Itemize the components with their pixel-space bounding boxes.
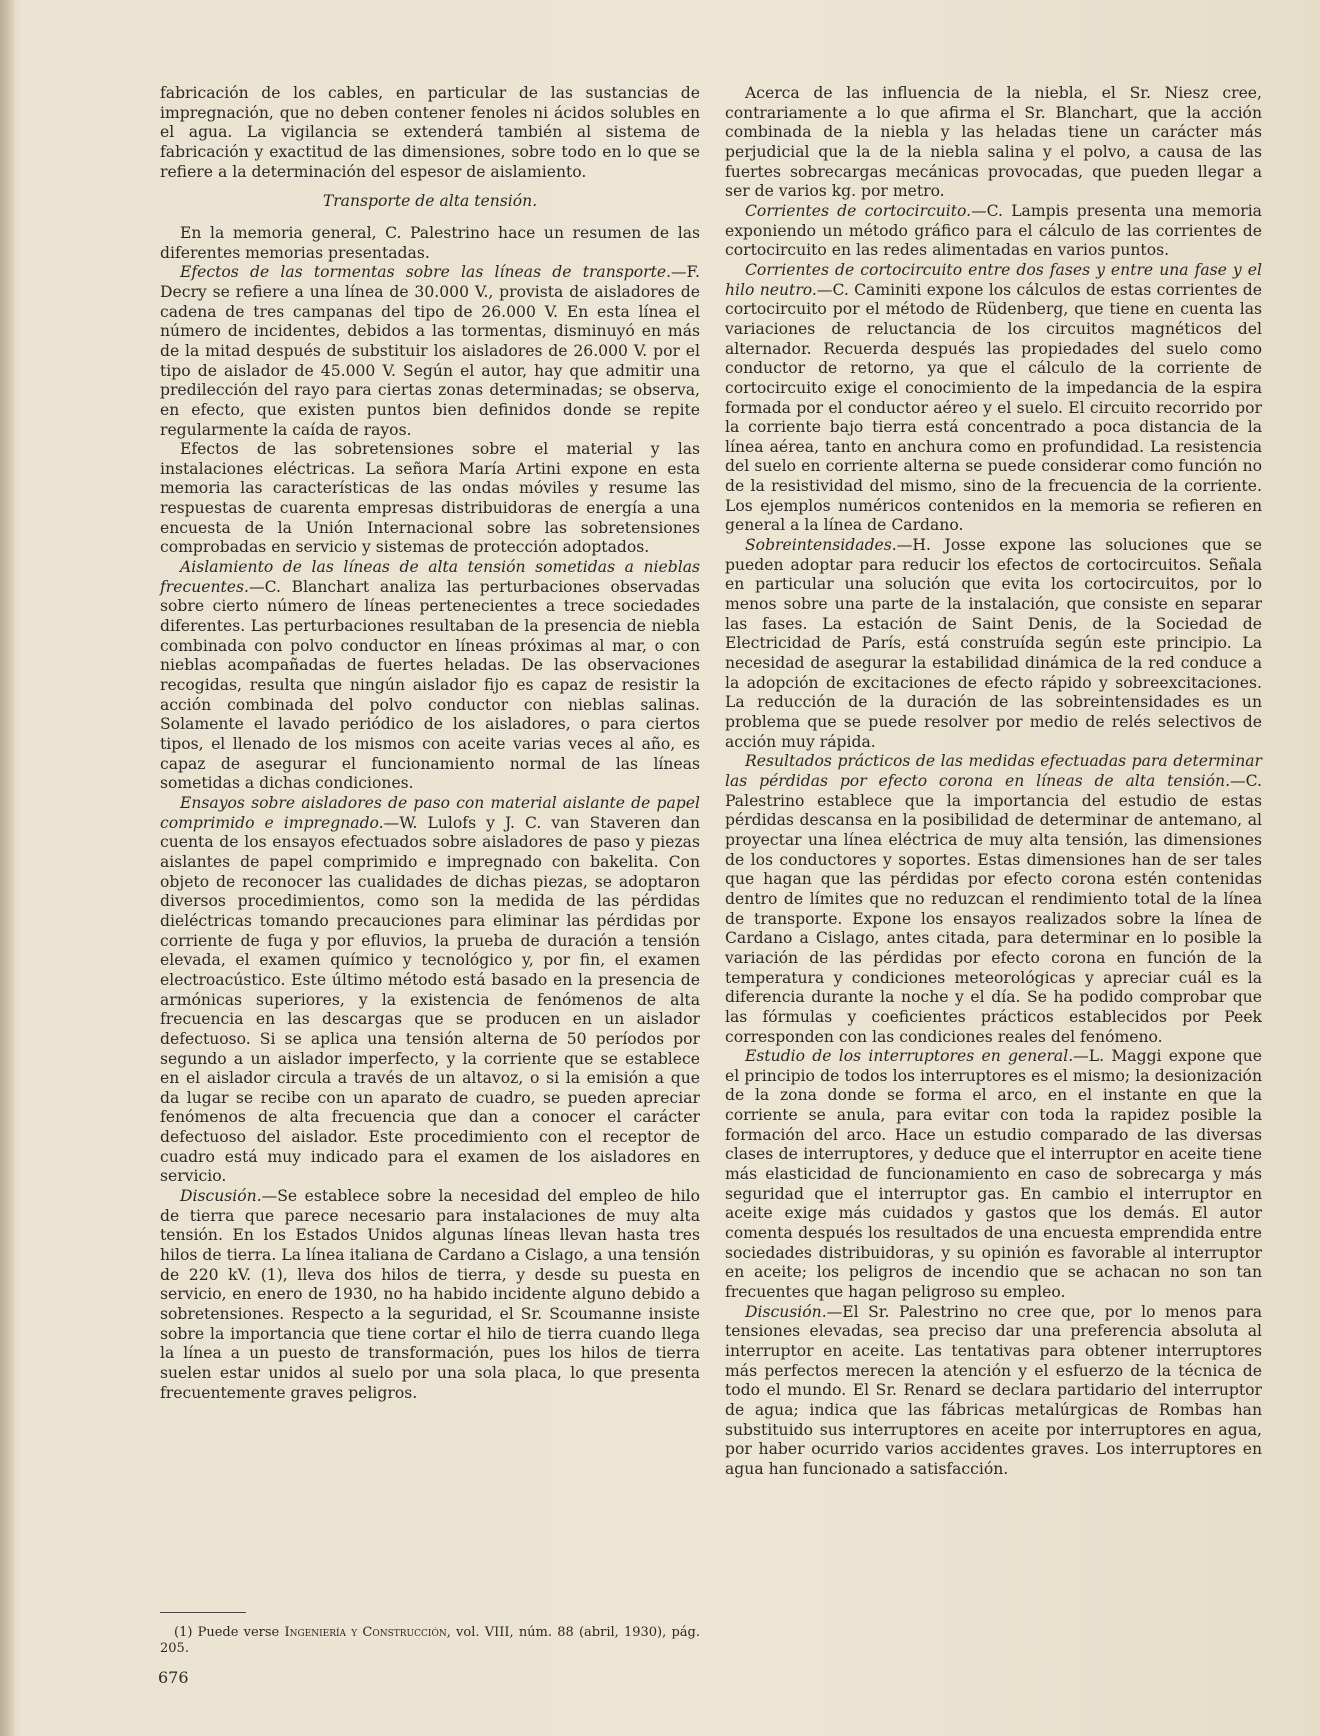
paragraph-body: —L. Maggi expone que el principio de todos los interruptores es el mismo; la desionización de la zona donde se forma el arco, en el instante en que la corriente se anula, para evitar con toda la rapidez posible la formación del arco. Hace un estudio comparado de las diversas clases de interruptores, y deduce que el interruptor en aceite tiene más elasticidad de funcionamiento en caso de sobrecarga y más seguridad que el interruptor gas. En cambio el interruptor en aceite exige más cuidados y gastos que los demás. El autor comenta después los resultados de una encuesta emprendida entre sociedades distribuidoras, y su opinión es favorable al interruptor en aceite; los peligros de incendio que se achacan no son tan frecuentes que hagan peligroso su empleo. (725, 1047, 1262, 1302)
paragraph (160, 558, 700, 794)
paragraph (160, 794, 700, 1187)
paragraph-body: —C. Palestrino establece que la importancia del estudio de estas pérdidas descansa en la posibilidad de determinar de antemano, al proyectar una línea eléctrica de muy alta tensión, las dimensiones de los conductores y soportes. Estas dimensiones han de ser tales que hagan que las pérdidas por efecto corona estén contenidas dentro de límites que no reduzcan el rendimiento total de la línea de transporte. Expone los ensayos realizados sobre la línea de Cardano a Cislago, antes citada, para determinar en lo posible la variación de las pérdidas por efecto corona en función de la temperatura y condiciones meteorológicas y apreciar cuál es la diferencia durante la noche y el día. Se ha podido comprobar que las fórmulas y coeficientes prácticos establecidos por Peek corresponden con las condiciones reales del fenómeno. (725, 771, 1262, 1046)
paragraph: Acerca de las influencia de la niebla, el Sr. Niesz cree, contrariamente a lo que afirma el Sr. Blanchart, que la acción combinada de la niebla y las heladas tiene un carácter más perjudicial que la de la niebla salina y el polvo, a causa de las fuertes sobrecargas mecánicas provocadas, que pueden llegar a ser de varios kg. por metro. (725, 84, 1262, 201)
paragraph (725, 261, 1262, 536)
paragraph-body: —F. Decry se refiere a una línea de 30.000 V., provista de aisladores de cadena de tres campanas del tipo de 26.000 V. En esta línea el número de incidentes, debidos a las tormentas, disminuyó en más de la mitad después de substituir los aisladores de 26.000 V. por el tipo de aislador de 45.000 V. Según el autor, hay que admitir una predilección del rayo para ciertas zonas determinadas; se observa, en efecto, que existen puntos bien definidos donde se repite regularmente la caída de rayos. (160, 263, 700, 439)
paragraph: fabricación de los cables, en particular de las sustancias de impregnación, que no deben contener fenoles ni ácidos solubles en el agua. La vigilancia se extenderá también al sistema de fabricación y exactitud de las dimensiones, sobre todo en lo que se refiere a la determinación del espesor de aislamiento. (160, 84, 700, 181)
footnote-lead: (1) Puede verse (174, 1625, 285, 1640)
subsection-title: Ensayos sobre aisladores de paso con material aislante de papel comprimido e impregnado. (160, 793, 700, 832)
paragraph (725, 202, 1262, 261)
subsection-title: Resultados prácticos de las medidas efectuadas para determinar las pérdidas por efecto corona en líneas de alta tensión. (725, 752, 1262, 790)
paragraph-body: —H. Josse expone las soluciones que se pueden adoptar para reducir los efectos de cortocircuitos. Señala en particular una solución que evita los cortocircuitos, por lo menos sobre una parte de la instalación, que consiste en separar las fases. La estación de Saint Denis, de la Sociedad de Electricidad de París, está construída según este principio. La necesidad de asegurar la estabilidad dinámica de la red conduce a la adopción de excitaciones de efecto rápido y sobreexcitaciones. La reducción de la duración de las sobreintensidades es un problema que se puede resolver por medio de relés selectivos de acción muy rápida. (725, 536, 1262, 751)
paragraph: En la memoria general, C. Palestrino hace un resumen de las diferentes memorias presentadas. (160, 223, 700, 262)
paragraph (160, 1187, 700, 1403)
subsection-title: Corrientes de cortocircuito. (745, 201, 972, 220)
left-column (160, 84, 700, 1403)
subsection-title: Corrientes de cortocircuito entre dos fases y entre una fase y el hilo neutro. (725, 260, 1262, 299)
subsection-title: Discusión. (180, 1187, 262, 1206)
paragraph-body: —El Sr. Palestrino no cree que, por lo menos para tensiones elevadas, sea preciso dar una preferencia absoluta al interruptor en aceite. Las tentativas para obtener interruptores más perfectos merecen la atención y el esfuerzo de la técnica de todo el mundo. El Sr. Renard se declara partidario del interruptor de agua; indica que las fábricas metalúrgicas de Rombas han substituido sus interruptores en aceite por interruptores en agua, por haber ocurrido varios accidentes graves. Los interruptores en agua han funcionado a satisfacción. (725, 1302, 1262, 1478)
paragraph (725, 1303, 1262, 1480)
paragraph-body: —C. Caminiti expone los cálculos de estas corrientes de cortocircuito por el método de Rüdenberg, que tiene en cuenta las variaciones de reluctancia de los circuitos magnéticos del alternador. Recuerda después las propiedades del suelo como conductor de retorno, ya que el cálculo de la corriente de cortocircuito exige el conocimiento de la impedancia de la espira formada por el conductor aéreo y el suelo. El circuito recorrido por la corriente bajo tierra está concentrado a poca distancia de la línea aérea, tanto en anchura como en profundidad. La resistencia del suelo en corriente alterna se puede considerar como función no de la resistividad del mismo, sino de la frecuencia de la corriente. Los ejemplos numéricos contenidos en la memoria se refieren en general a la línea de Cardano. (725, 280, 1262, 535)
footnote-rule (160, 1612, 246, 1613)
footnote-text (160, 1625, 700, 1657)
paragraph (725, 536, 1262, 752)
subsection-title: Discusión. (745, 1302, 827, 1321)
paragraph-body: —W. Lulofs y J. C. van Staveren dan cuenta de los ensayos efectuados sobre aisladores de paso y piezas aislantes de papel comprimido e impregnado con bakelita. Con objeto de reconocer las cualidades de dichas piezas, se adoptaron diversos procedimientos, como son la medida de las pérdidas dieléctricas tomando precauciones para eliminar las pérdidas por corriente de fuga y por efluvios, la prueba de duración a tensión elevada, el examen químico y tecnológico y, por fin, el examen electroacústico. Este último método está basado en la presencia de armónicas superiores, y la existencia de fenómenos de alta frecuencia en las descargas que se producen en un aislador defectuoso. Si se aplica una tensión alterna de 50 períodos por segundo a un aislador imperfecto, y la corriente que se establece en el aislador circula a través de un altavoz, o si la emisión a que da lugar se recibe con un aparato de cuadro, se pueden apreciar fenómenos de alta frecuencia que dan a conocer el carácter defectuoso del aislador. Este procedimiento con el receptor de cuadro está muy indicado para el examen de los aisladores en servicio. (160, 813, 700, 1186)
paragraph (725, 1047, 1262, 1303)
paragraph (160, 263, 700, 440)
page-number: 676 (158, 1668, 189, 1687)
paragraph (725, 752, 1262, 1047)
section-heading: Transporte de alta tensión. (322, 192, 538, 211)
subsection-title: Aislamiento de las líneas de alta tensión sometidas a nieblas frecuentes. (160, 558, 700, 596)
paragraph-body: —C. Blanchart analiza las perturbaciones observadas sobre cierto número de líneas pertenecientes a trece sociedades diferentes. Las perturbaciones resultaban de la presencia de niebla combinada con polvo conductor en líneas próximas al mar, o con nieblas acompañadas de fuertes heladas. De las observaciones recogidas, resulta que ningún aislador fijo es capaz de resistir la acción combinada del polvo conductor con nieblas salinas. Solamente el lavado periódico de los aisladores, o para ciertos tipos, el llenado de los mismos con aceite varias veces al año, es capaz de asegurar el funcionamiento normal de las líneas sometidas a dichas condiciones. (160, 577, 700, 793)
subsection-title: Estudio de los interruptores en general. (745, 1047, 1074, 1066)
right-column (725, 84, 1262, 1480)
footnote-tail: , vol. VIII, núm. 88 (abril, 1930), pág. 205. (160, 1625, 700, 1656)
page-spine (0, 0, 14, 1736)
paragraph: Efectos de las sobretensiones sobre el material y las instalaciones eléctricas. La señora María Artini expone en esta memoria las características de las ondas móviles y resume las respuestas de cuarenta empresas distribuidoras de energía a una encuesta de la Unión Internacional sobre las sobretensiones comprobadas en servicio y sistemas de protección adoptados. (160, 440, 700, 557)
paragraph-body: —Se establece sobre la necesidad del empleo de hilo de tierra que parece necesario para instalaciones de muy alta tensión. En los Estados Unidos algunas líneas llevan hasta tres hilos de tierra. La línea italiana de Cardano a Cislago, a una tensión de 220 kV. (1), lleva dos hilos de tierra, y desde su puesta en servicio, en enero de 1930, no ha habido incidente alguno debido a sobretensiones. Respecto a la seguridad, el Sr. Scoumanne insiste sobre la importancia que tiene cortar el hilo de tierra cuando llega la línea a un puesto de transformación, pues los hilos de tierra suelen estar unidos al suelo por una sola placa, lo que presenta frecuentemente graves peligros. (160, 1187, 700, 1402)
footnote (160, 1625, 700, 1657)
footnote-journal: Ingeniería y Construcción (284, 1625, 447, 1640)
subsection-title: Efectos de las tormentas sobre las líneas de transporte. (180, 263, 672, 282)
subsection-title: Sobreintensidades. (745, 536, 897, 555)
paragraph-body: —C. Lampis presenta una memoria exponiendo un método gráfico para el cálculo de las corrientes de cortocircuito en las redes alimentadas en varios puntos. (725, 201, 1262, 260)
